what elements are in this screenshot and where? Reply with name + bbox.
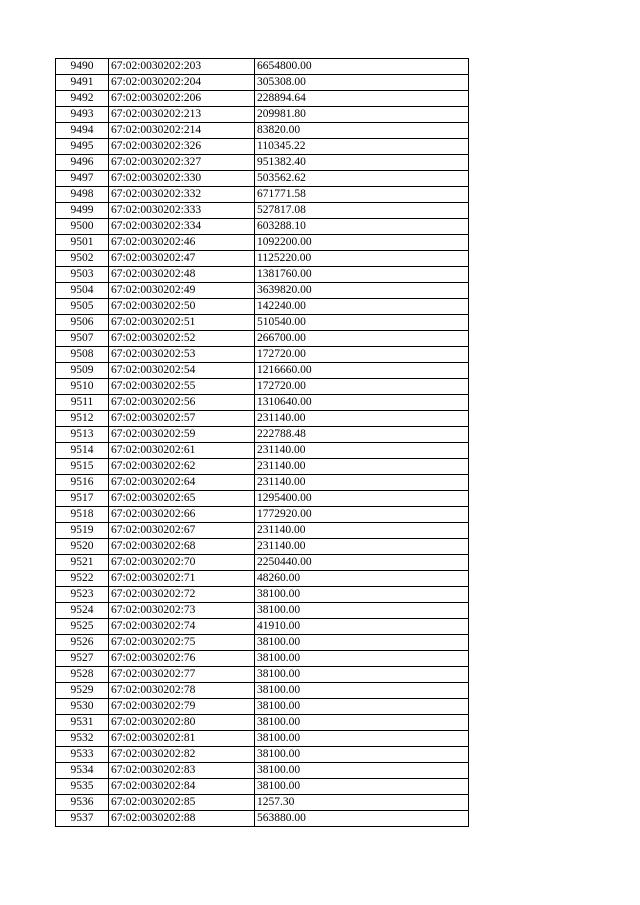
row-number-cell: 9517 (56, 491, 109, 507)
cadastral-value-cell: 231140.00 (255, 523, 469, 539)
cadastral-number-cell: 67:02:0030202:84 (109, 779, 255, 795)
cadastral-number-cell: 67:02:0030202:78 (109, 683, 255, 699)
row-number-cell: 9523 (56, 587, 109, 603)
cadastral-value-cell: 1092200.00 (255, 235, 469, 251)
cadastral-number-cell: 67:02:0030202:51 (109, 315, 255, 331)
row-number-cell: 9512 (56, 411, 109, 427)
table-row (56, 59, 469, 75)
cadastral-number-cell: 67:02:0030202:332 (109, 187, 255, 203)
cadastral-number-cell: 67:02:0030202:50 (109, 299, 255, 315)
table-row (56, 347, 469, 363)
cadastral-value-cell: 563880.00 (255, 811, 469, 827)
table-row (56, 283, 469, 299)
table-row (56, 427, 469, 443)
cadastral-value-cell: 38100.00 (255, 763, 469, 779)
table-row (56, 379, 469, 395)
row-number-cell: 9537 (56, 811, 109, 827)
cadastral-value-cell: 3639820.00 (255, 283, 469, 299)
cadastral-number-cell: 67:02:0030202:85 (109, 795, 255, 811)
row-number-cell: 9493 (56, 107, 109, 123)
table-row (56, 539, 469, 555)
table-row (56, 459, 469, 475)
table-row (56, 715, 469, 731)
cadastral-value-cell: 38100.00 (255, 651, 469, 667)
table-row (56, 475, 469, 491)
row-number-cell: 9505 (56, 299, 109, 315)
table-row (56, 747, 469, 763)
row-number-cell: 9531 (56, 715, 109, 731)
cadastral-value-cell: 38100.00 (255, 603, 469, 619)
table-row (56, 315, 469, 331)
table-row (56, 171, 469, 187)
cadastral-number-cell: 67:02:0030202:76 (109, 651, 255, 667)
table-row (56, 571, 469, 587)
cadastral-value-cell: 231140.00 (255, 411, 469, 427)
row-number-cell: 9490 (56, 59, 109, 75)
cadastral-number-cell: 67:02:0030202:68 (109, 539, 255, 555)
table-row (56, 267, 469, 283)
cadastral-value-cell: 110345.22 (255, 139, 469, 155)
cadastral-number-cell: 67:02:0030202:79 (109, 699, 255, 715)
cadastral-number-cell: 67:02:0030202:74 (109, 619, 255, 635)
cadastral-value-cell: 305308.00 (255, 75, 469, 91)
cadastral-number-cell: 67:02:0030202:48 (109, 267, 255, 283)
cadastral-number-cell: 67:02:0030202:73 (109, 603, 255, 619)
table-row (56, 795, 469, 811)
row-number-cell: 9497 (56, 171, 109, 187)
cadastral-number-cell: 67:02:0030202:214 (109, 123, 255, 139)
table-row (56, 491, 469, 507)
row-number-cell: 9530 (56, 699, 109, 715)
cadastral-value-cell: 48260.00 (255, 571, 469, 587)
cadastral-number-cell: 67:02:0030202:77 (109, 667, 255, 683)
row-number-cell: 9491 (56, 75, 109, 91)
table-row (56, 523, 469, 539)
table-row (56, 731, 469, 747)
cadastral-value-cell: 510540.00 (255, 315, 469, 331)
cadastral-number-cell: 67:02:0030202:66 (109, 507, 255, 523)
cadastral-number-cell: 67:02:0030202:52 (109, 331, 255, 347)
table-row (56, 411, 469, 427)
row-number-cell: 9502 (56, 251, 109, 267)
table-row (56, 155, 469, 171)
row-number-cell: 9499 (56, 203, 109, 219)
row-number-cell: 9528 (56, 667, 109, 683)
row-number-cell: 9495 (56, 139, 109, 155)
table-row (56, 779, 469, 795)
cadastral-number-cell: 67:02:0030202:67 (109, 523, 255, 539)
cadastral-value-cell: 38100.00 (255, 779, 469, 795)
cadastral-value-cell: 6654800.00 (255, 59, 469, 75)
row-number-cell: 9536 (56, 795, 109, 811)
cadastral-value-cell: 1772920.00 (255, 507, 469, 523)
table-row (56, 187, 469, 203)
cadastral-value-cell: 228894.64 (255, 91, 469, 107)
cadastral-number-cell: 67:02:0030202:65 (109, 491, 255, 507)
row-number-cell: 9513 (56, 427, 109, 443)
cadastral-number-cell: 67:02:0030202:56 (109, 395, 255, 411)
table-row (56, 75, 469, 91)
row-number-cell: 9526 (56, 635, 109, 651)
cadastral-number-cell: 67:02:0030202:326 (109, 139, 255, 155)
row-number-cell: 9535 (56, 779, 109, 795)
row-number-cell: 9492 (56, 91, 109, 107)
table-row (56, 699, 469, 715)
cadastral-number-cell: 67:02:0030202:88 (109, 811, 255, 827)
row-number-cell: 9509 (56, 363, 109, 379)
cadastral-value-cell: 172720.00 (255, 379, 469, 395)
table-row (56, 107, 469, 123)
cadastral-value-cell: 1295400.00 (255, 491, 469, 507)
cadastral-value-cell: 231140.00 (255, 475, 469, 491)
row-number-cell: 9527 (56, 651, 109, 667)
cadastral-number-cell: 67:02:0030202:46 (109, 235, 255, 251)
cadastral-value-cell: 671771.58 (255, 187, 469, 203)
table-row (56, 635, 469, 651)
row-number-cell: 9501 (56, 235, 109, 251)
row-number-cell: 9524 (56, 603, 109, 619)
table-row (56, 603, 469, 619)
cadastral-number-cell: 67:02:0030202:61 (109, 443, 255, 459)
table-row (56, 587, 469, 603)
row-number-cell: 9525 (56, 619, 109, 635)
cadastral-number-cell: 67:02:0030202:204 (109, 75, 255, 91)
table-row (56, 331, 469, 347)
row-number-cell: 9516 (56, 475, 109, 491)
row-number-cell: 9506 (56, 315, 109, 331)
cadastral-value-cell: 172720.00 (255, 347, 469, 363)
row-number-cell: 9522 (56, 571, 109, 587)
cadastral-number-cell: 67:02:0030202:83 (109, 763, 255, 779)
cadastral-number-cell: 67:02:0030202:53 (109, 347, 255, 363)
cadastral-value-cell: 38100.00 (255, 587, 469, 603)
cadastral-value-cell: 266700.00 (255, 331, 469, 347)
cadastral-value-cell: 951382.40 (255, 155, 469, 171)
cadastral-number-cell: 67:02:0030202:72 (109, 587, 255, 603)
table-row (56, 299, 469, 315)
table-row (56, 395, 469, 411)
row-number-cell: 9518 (56, 507, 109, 523)
row-number-cell: 9504 (56, 283, 109, 299)
cadastral-value-cell: 38100.00 (255, 747, 469, 763)
cadastral-value-cell: 231140.00 (255, 443, 469, 459)
cadastral-number-cell: 67:02:0030202:333 (109, 203, 255, 219)
cadastral-number-cell: 67:02:0030202:206 (109, 91, 255, 107)
cadastral-value-cell: 527817.08 (255, 203, 469, 219)
cadastral-number-cell: 67:02:0030202:81 (109, 731, 255, 747)
cadastral-value-cell: 38100.00 (255, 667, 469, 683)
table-row (56, 203, 469, 219)
table-row (56, 443, 469, 459)
cadastral-value-cell: 38100.00 (255, 715, 469, 731)
cadastral-value-cell: 231140.00 (255, 459, 469, 475)
cadastral-number-cell: 67:02:0030202:70 (109, 555, 255, 571)
cadastral-value-cell: 83820.00 (255, 123, 469, 139)
cadastral-number-cell: 67:02:0030202:54 (109, 363, 255, 379)
table-row (56, 667, 469, 683)
row-number-cell: 9519 (56, 523, 109, 539)
row-number-cell: 9520 (56, 539, 109, 555)
cadastral-value-cell: 222788.48 (255, 427, 469, 443)
table-row (56, 219, 469, 235)
cadastral-number-cell: 67:02:0030202:55 (109, 379, 255, 395)
cadastral-value-cell: 1381760.00 (255, 267, 469, 283)
row-number-cell: 9521 (56, 555, 109, 571)
cadastral-value-cell: 1257.30 (255, 795, 469, 811)
table-row (56, 651, 469, 667)
table-row (56, 123, 469, 139)
table-row (56, 139, 469, 155)
table-row (56, 763, 469, 779)
row-number-cell: 9498 (56, 187, 109, 203)
row-number-cell: 9507 (56, 331, 109, 347)
table-row (56, 619, 469, 635)
cadastral-number-cell: 67:02:0030202:49 (109, 283, 255, 299)
row-number-cell: 9515 (56, 459, 109, 475)
cadastral-value-cell: 38100.00 (255, 635, 469, 651)
cadastral-number-cell: 67:02:0030202:59 (109, 427, 255, 443)
row-number-cell: 9529 (56, 683, 109, 699)
row-number-cell: 9510 (56, 379, 109, 395)
cadastral-value-cell: 41910.00 (255, 619, 469, 635)
cadastral-value-cell: 38100.00 (255, 699, 469, 715)
row-number-cell: 9496 (56, 155, 109, 171)
row-number-cell: 9533 (56, 747, 109, 763)
cadastral-value-cell: 38100.00 (255, 731, 469, 747)
table-row (56, 811, 469, 827)
cadastral-value-cell: 1125220.00 (255, 251, 469, 267)
cadastral-number-cell: 67:02:0030202:203 (109, 59, 255, 75)
cadastral-number-cell: 67:02:0030202:82 (109, 747, 255, 763)
row-number-cell: 9534 (56, 763, 109, 779)
cadastral-number-cell: 67:02:0030202:47 (109, 251, 255, 267)
cadastral-number-cell: 67:02:0030202:57 (109, 411, 255, 427)
cadastral-number-cell: 67:02:0030202:334 (109, 219, 255, 235)
table-body (56, 59, 469, 827)
row-number-cell: 9508 (56, 347, 109, 363)
cadastral-value-cell: 2250440.00 (255, 555, 469, 571)
table-row (56, 507, 469, 523)
table-row (56, 683, 469, 699)
table-row (56, 555, 469, 571)
cadastral-number-cell: 67:02:0030202:330 (109, 171, 255, 187)
cadastral-number-cell: 67:02:0030202:64 (109, 475, 255, 491)
cadastral-number-cell: 67:02:0030202:327 (109, 155, 255, 171)
cadastral-value-cell: 1216660.00 (255, 363, 469, 379)
row-number-cell: 9500 (56, 219, 109, 235)
row-number-cell: 9532 (56, 731, 109, 747)
cadastral-value-cell: 209981.80 (255, 107, 469, 123)
cadastral-number-cell: 67:02:0030202:71 (109, 571, 255, 587)
row-number-cell: 9503 (56, 267, 109, 283)
cadastral-value-cell: 603288.10 (255, 219, 469, 235)
row-number-cell: 9511 (56, 395, 109, 411)
table-row (56, 363, 469, 379)
cadastral-value-cell: 503562.62 (255, 171, 469, 187)
table-row (56, 251, 469, 267)
cadastral-number-cell: 67:02:0030202:62 (109, 459, 255, 475)
cadastral-number-cell: 67:02:0030202:213 (109, 107, 255, 123)
row-number-cell: 9514 (56, 443, 109, 459)
cadastral-value-table (55, 58, 469, 827)
cadastral-value-cell: 38100.00 (255, 683, 469, 699)
cadastral-value-cell: 142240.00 (255, 299, 469, 315)
row-number-cell: 9494 (56, 123, 109, 139)
cadastral-value-cell: 1310640.00 (255, 395, 469, 411)
cadastral-number-cell: 67:02:0030202:75 (109, 635, 255, 651)
cadastral-value-cell: 231140.00 (255, 539, 469, 555)
table-row (56, 91, 469, 107)
cadastral-number-cell: 67:02:0030202:80 (109, 715, 255, 731)
table-row (56, 235, 469, 251)
